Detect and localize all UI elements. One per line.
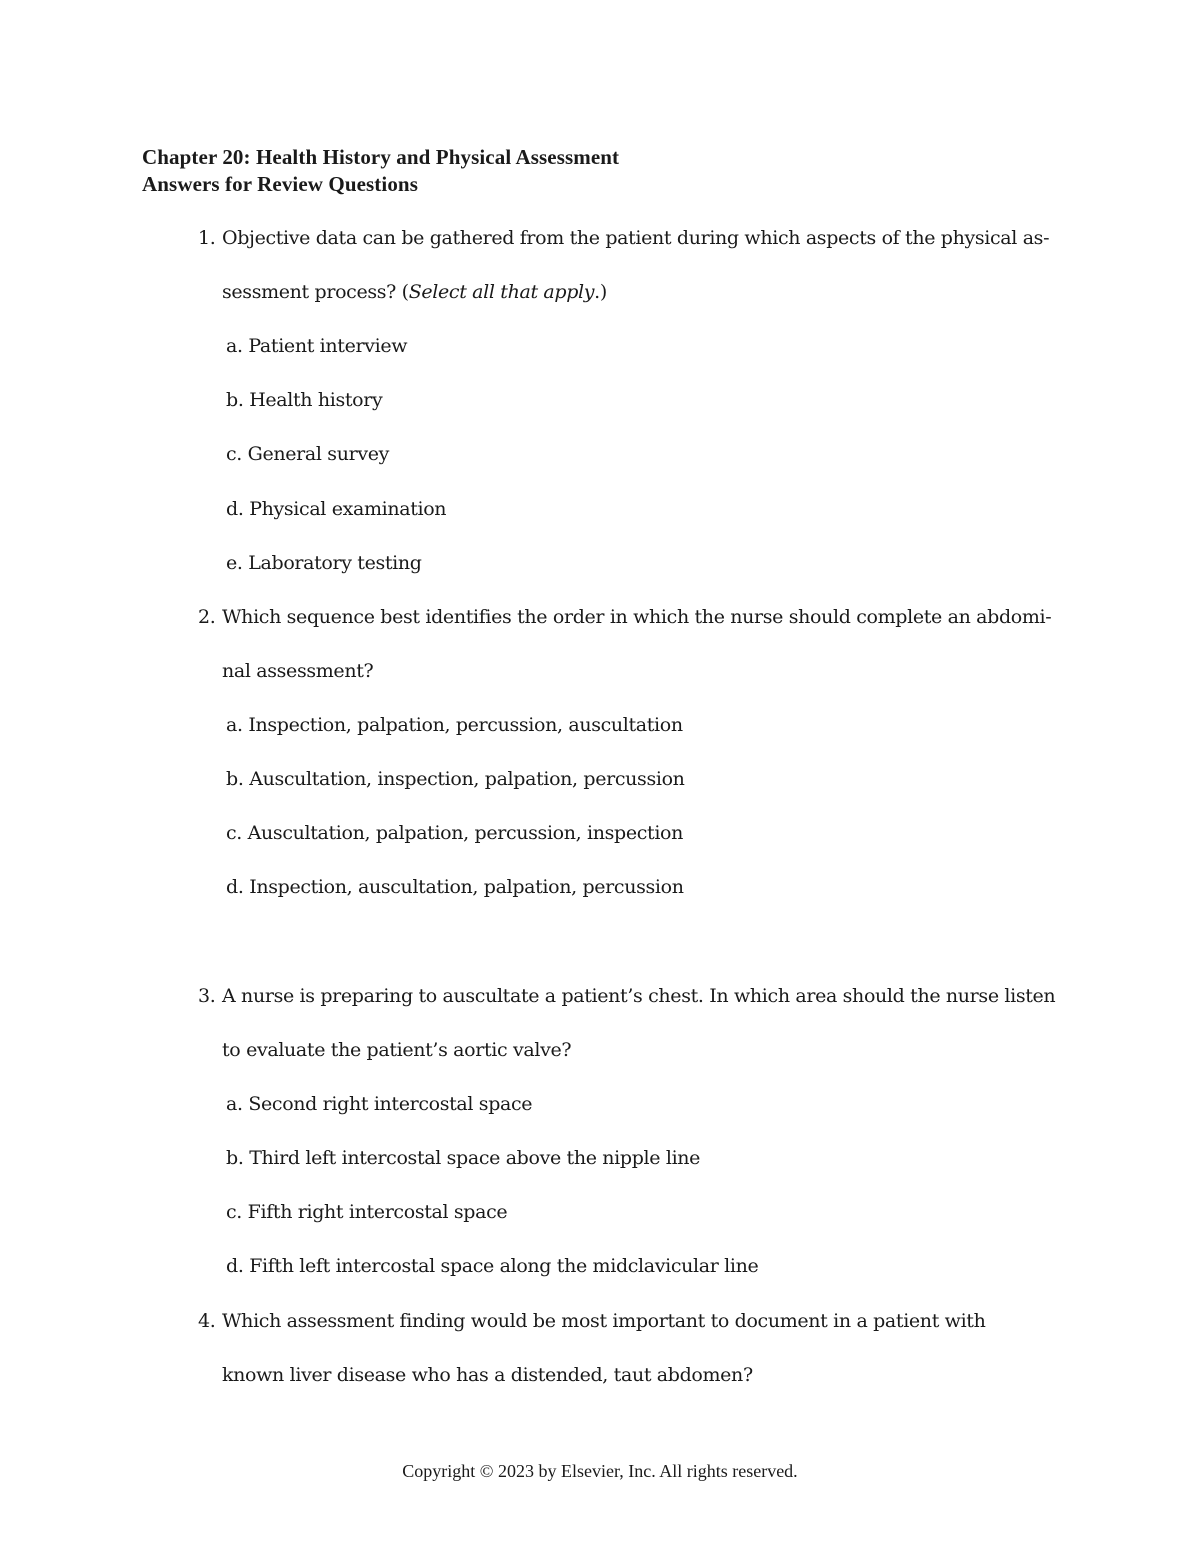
question-text-continued: to evaluate the patient’s aortic valve? — [222, 1039, 572, 1061]
chapter-title: Chapter 20: Health History and Physical Assessment — [142, 145, 620, 169]
answer-option: a. Patient interview — [226, 335, 408, 357]
question-text-continued — [222, 280, 607, 304]
document-header — [142, 144, 619, 198]
answer-option: d. Physical examination — [226, 498, 447, 520]
question-text: Which assessment finding would be most important to document in a patient with — [222, 1310, 986, 1332]
question-text: A nurse is preparing to auscultate a patient’s chest. In which area should the nurse listen — [222, 985, 1056, 1007]
answer-option: a. Inspection, palpation, percussion, auscultation — [226, 714, 683, 736]
answer-option: b. Auscultation, inspection, palpation, percussion — [226, 768, 685, 790]
answer-option: b. Health history — [226, 389, 383, 411]
question-number: 2. — [198, 606, 216, 628]
question-text-continued: known liver disease who has a distended, taut abdomen? — [222, 1364, 753, 1386]
question-number: 1. — [198, 227, 216, 249]
section-subtitle: Answers for Review Questions — [142, 172, 418, 196]
question-text-continued: nal assessment? — [222, 660, 374, 682]
question-text: Which sequence best identifies the order in which the nurse should complete an abdomi- — [222, 606, 1052, 628]
answer-option: c. Fifth right intercostal space — [226, 1201, 508, 1223]
question-text-part: .) — [594, 281, 607, 303]
question-number: 3. — [198, 985, 216, 1007]
answer-option: b. Third left intercostal space above the nipple line — [226, 1147, 701, 1169]
question-number: 4. — [198, 1310, 216, 1332]
answer-option: e. Laboratory testing — [226, 552, 422, 574]
select-all-instruction: Select all that apply — [408, 281, 595, 303]
answer-option: c. Auscultation, palpation, percussion, inspection — [226, 822, 684, 844]
question-text: Objective data can be gathered from the patient during which aspects of the physical as- — [222, 227, 1050, 249]
answer-option: d. Fifth left intercostal space along the midclavicular line — [226, 1255, 759, 1277]
answer-option: a. Second right intercostal space — [226, 1093, 533, 1115]
answer-option: d. Inspection, auscultation, palpation, percussion — [226, 876, 684, 898]
answer-option: c. General survey — [226, 443, 389, 465]
question-text-part: sessment process? ( — [222, 281, 409, 303]
copyright-footer: Copyright © 2023 by Elsevier, Inc. All rights reserved. — [402, 1461, 798, 1481]
